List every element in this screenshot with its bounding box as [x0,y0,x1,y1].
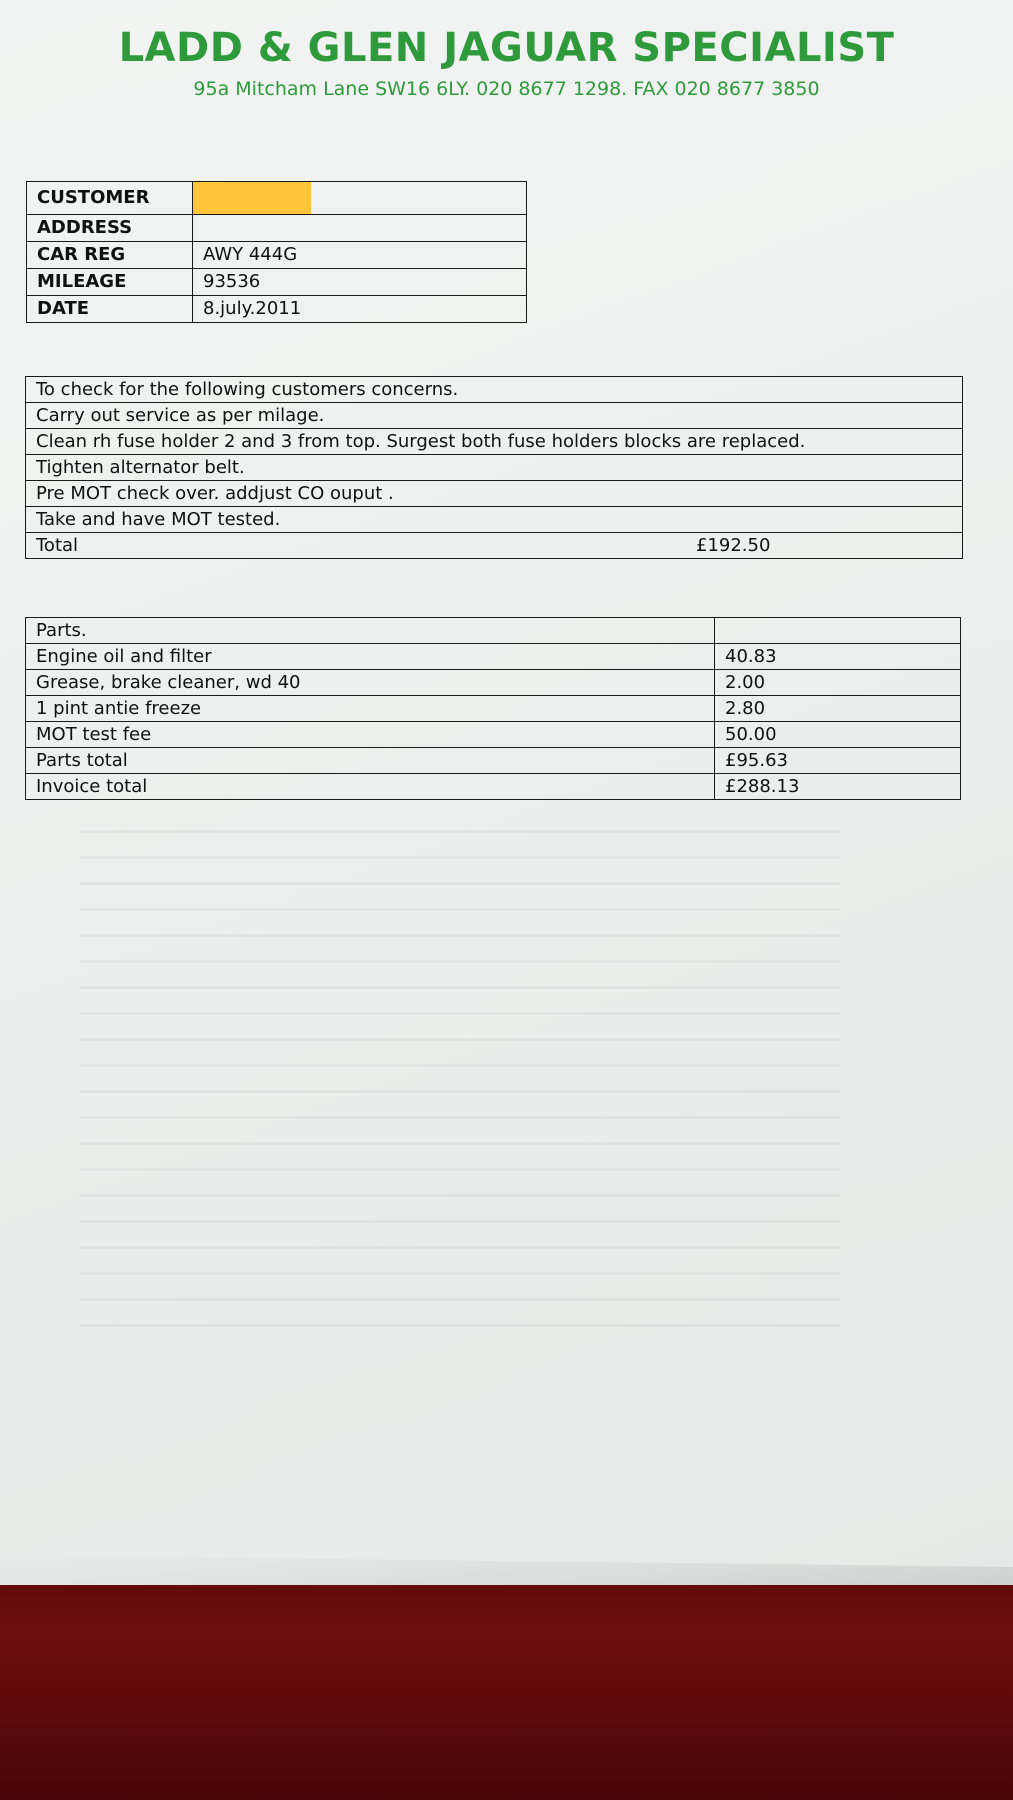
table-row [26,696,961,722]
part-label: MOT test fee [26,722,715,748]
address-value [193,215,527,242]
paper-bottom-edge [0,1555,1013,1585]
table-row [26,774,961,800]
date-value: 8.july.2011 [193,296,527,323]
work-description-table [25,376,963,559]
table-row [27,182,527,215]
parts-total-label: Parts total [26,748,715,774]
work-item: Clean rh fuse holder 2 and 3 from top. Surgest both fuse holders blocks are replaced. [26,429,963,455]
table-row [26,722,961,748]
table-row [26,533,963,559]
car-reg-value: AWY 444G [193,242,527,269]
work-item: Take and have MOT tested. [26,507,963,533]
table-row [26,377,963,403]
invoice-total-label: Invoice total [26,774,715,800]
mileage-label: MILEAGE [27,269,193,296]
mileage-value: 93536 [193,269,527,296]
company-address: 95a Mitcham Lane SW16 6LY. 020 8677 1298. FAX 020 8677 3850 [193,78,820,100]
work-item: Pre MOT check over. addjust CO ouput . [26,481,963,507]
part-value: 40.83 [715,644,961,670]
address-label: ADDRESS [27,215,193,242]
table-row [26,455,963,481]
table-row [27,269,527,296]
labour-total-label: Total [26,533,697,559]
table-row [26,403,963,429]
labour-total-value: £192.50 [696,533,963,559]
parts-total-value: £95.63 [715,748,961,774]
part-label: 1 pint antie freeze [26,696,715,722]
invoice-total-value: £288.13 [715,774,961,800]
table-row [26,644,961,670]
parts-heading: Parts. [26,618,715,644]
part-label: Grease, brake cleaner, wd 40 [26,670,715,696]
show-through-from-reverse [80,830,840,1350]
work-item: To check for the following customers concerns. [26,377,963,403]
redaction-box [193,182,311,214]
table-row [26,670,961,696]
invoice-header [0,18,1013,102]
work-item: Carry out service as per milage. [26,403,963,429]
table-row [27,296,527,323]
part-label: Engine oil and filter [26,644,715,670]
work-item: Tighten alternator belt. [26,455,963,481]
table-row [26,481,963,507]
table-row [27,242,527,269]
customer-label: CUSTOMER [27,182,193,215]
table-surface-background [0,1560,1013,1800]
car-reg-label: CAR REG [27,242,193,269]
table-row [26,618,961,644]
parts-table [25,617,961,800]
customer-value [193,182,527,215]
part-value: 2.00 [715,670,961,696]
parts-heading-value [715,618,961,644]
table-row [26,429,963,455]
part-value: 2.80 [715,696,961,722]
part-value: 50.00 [715,722,961,748]
date-label: DATE [27,296,193,323]
table-row [26,507,963,533]
customer-details-table [26,181,527,323]
table-row [26,748,961,774]
company-name: LADD & GLEN JAGUAR SPECIALIST [118,25,895,71]
table-row [27,215,527,242]
